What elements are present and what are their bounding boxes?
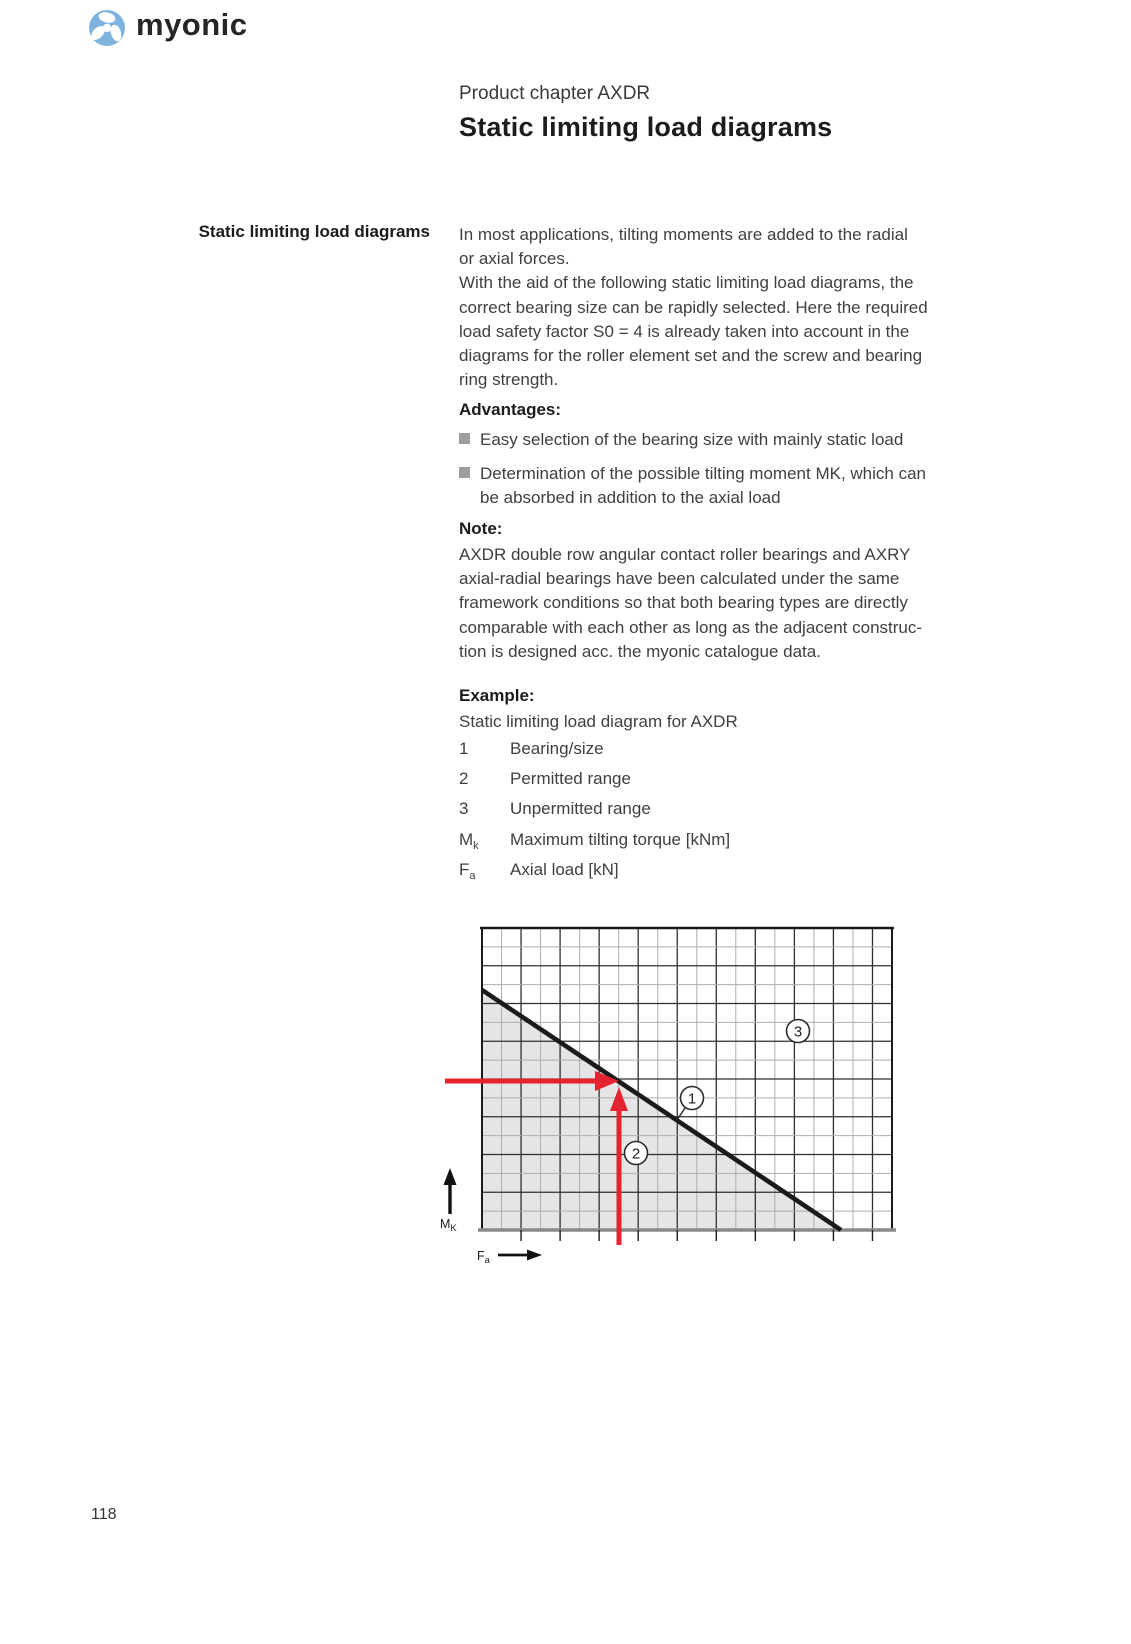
- intro-line: load safety factor S0 = 4 is already taken into account in the: [459, 321, 910, 341]
- intro-paragraph: [459, 223, 943, 392]
- page-title: Static limiting load diagrams: [459, 112, 833, 142]
- advantage-text: Determination of the possible tilting moment MK, which can be absorbed in addition to the axial load: [480, 464, 926, 508]
- callout-1-connector: [677, 1108, 685, 1120]
- note-line: AXDR double row angular contact roller bearings and AXRY: [459, 545, 911, 564]
- intro-line: With the aid of the following static limiting load diagrams, the: [459, 273, 914, 293]
- example-subtitle: Static limiting load diagram for AXDR: [459, 712, 738, 731]
- static-limiting-load-diagram: [430, 920, 905, 1270]
- advantage-text: Easy selection of the bearing size with mainly static load: [480, 430, 904, 449]
- legend-desc: Permitted range: [510, 769, 631, 789]
- axial-axis-label: $F_a$: [477, 1249, 490, 1266]
- intro-line: In most applications, tilting moments are added to the radial: [459, 225, 908, 244]
- moment-axis-label: $M_K$: [440, 1217, 457, 1234]
- up-arrowhead-icon: [444, 1168, 457, 1185]
- note-line: framework conditions so that both bearing types are directly: [459, 593, 908, 613]
- axial-axis: [477, 1249, 542, 1266]
- advantage-item: [459, 428, 943, 452]
- intro-line: or axial forces.: [459, 249, 570, 269]
- note-line: axial-radial bearings have been calculated under the same: [459, 569, 900, 589]
- sidebar-section-label: Static limiting load diagrams: [198, 222, 430, 241]
- myonic-bearing-icon: [86, 4, 128, 48]
- diagram-legend: [459, 737, 943, 888]
- legend-key: 3: [459, 799, 469, 819]
- page-number: 118: [91, 1506, 117, 1523]
- legend-row: [459, 737, 943, 767]
- intro-line: correct bearing size can be rapidly selected. Here the required: [459, 297, 928, 317]
- brand-logo: [86, 4, 248, 48]
- legend-row: [459, 828, 943, 858]
- intro-line: diagrams for the roller element set and the screw and bearing: [459, 346, 923, 366]
- brand-name: myonic: [136, 6, 248, 42]
- legend-key: $M_k$: [459, 829, 479, 852]
- moment-axis: [440, 1168, 457, 1234]
- legend-desc: Maximum tilting torque [kNm]: [510, 829, 731, 849]
- legend-desc: Unpermitted range: [510, 799, 651, 819]
- callout-1-label: 1: [687, 1090, 697, 1108]
- legend-desc: Axial load [kN]: [510, 859, 619, 879]
- chapter-label: Product chapter AXDR: [459, 83, 651, 104]
- callout-2-label: 2: [631, 1145, 641, 1163]
- note-line: comparable with each other as long as the adjacent construc-: [459, 617, 923, 637]
- legend-desc: Bearing/size: [510, 739, 604, 758]
- bullet-square-icon: [459, 467, 470, 478]
- legend-row: [459, 767, 943, 797]
- callout-3-label: 3: [793, 1023, 803, 1041]
- legend-row: [459, 858, 943, 888]
- advantages-heading: Advantages:: [459, 400, 562, 419]
- example-heading: Example:: [459, 686, 535, 705]
- right-arrowhead-icon: [527, 1250, 542, 1261]
- note-paragraph: [459, 543, 943, 664]
- legend-key: 2: [459, 769, 469, 789]
- advantage-item: [459, 462, 943, 510]
- legend-key: 1: [459, 739, 469, 758]
- legend-key: $F_a$: [459, 859, 476, 882]
- note-line: tion is designed acc. the myonic catalogue data.: [459, 641, 821, 661]
- note-heading: Note:: [459, 519, 503, 538]
- bullet-square-icon: [459, 433, 470, 444]
- intro-line: ring strength.: [459, 370, 559, 390]
- legend-row: [459, 797, 943, 827]
